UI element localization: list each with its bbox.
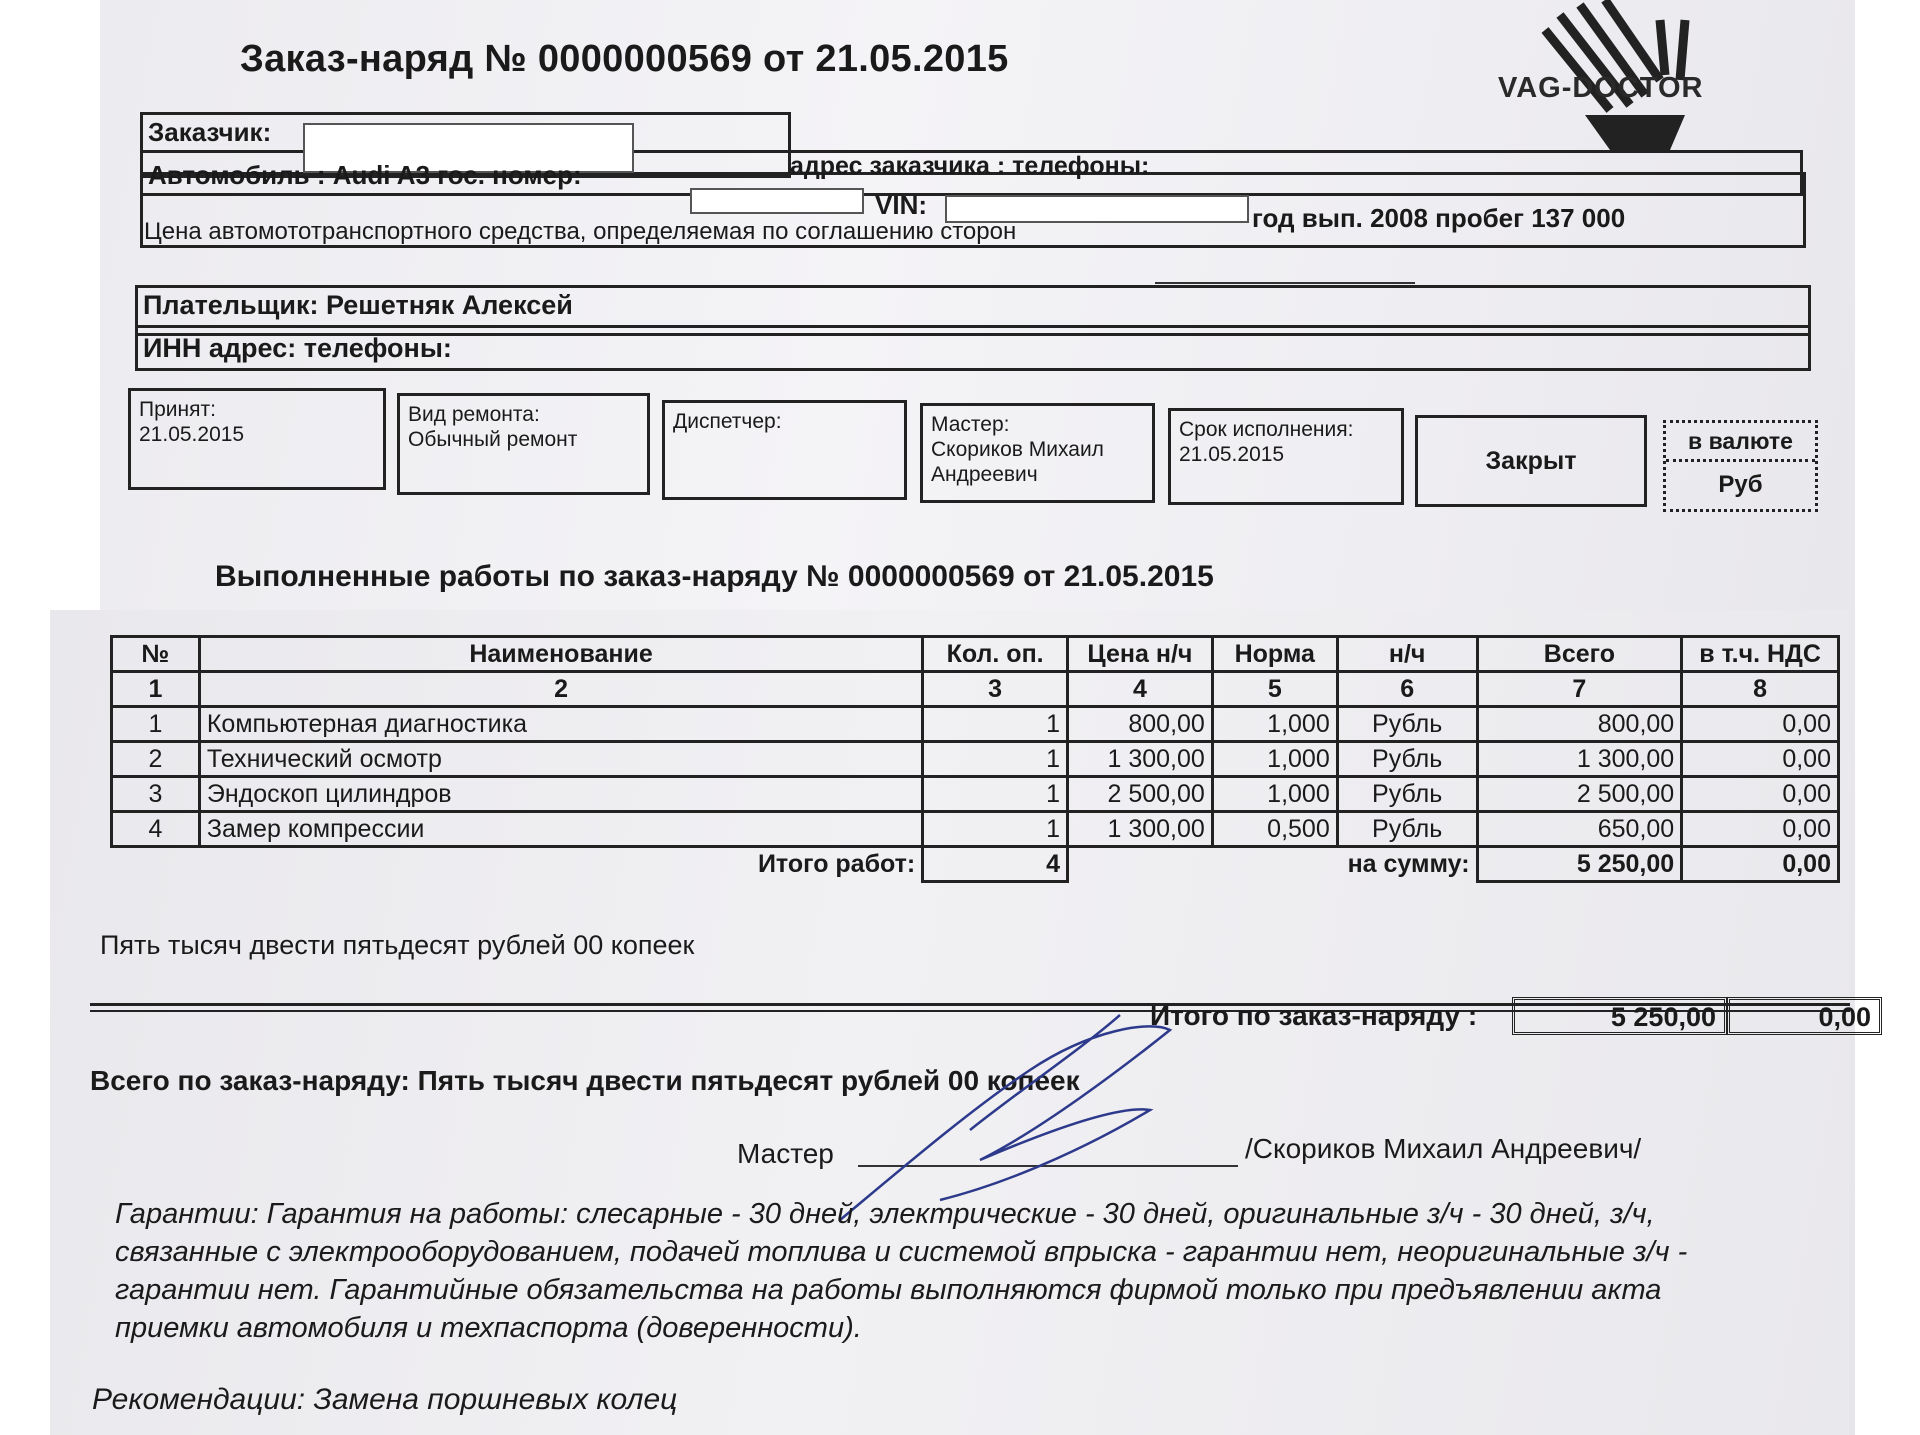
payer-inn-line: ИНН адрес: телефоны: — [143, 333, 452, 363]
table-total-row — [112, 847, 1839, 882]
logo-text: VAG-DOCTOR — [1498, 72, 1704, 104]
works-section-title: Выполненные работы по заказ-наряду № 0000000569 от 21.05.2015 — [215, 560, 1214, 593]
accepted-box — [128, 388, 386, 490]
master-box — [920, 403, 1155, 503]
col-number: 3 — [923, 672, 1068, 707]
deadline-label: Срок исполнения: — [1179, 418, 1354, 441]
order-total-vat: 0,00 — [1727, 997, 1882, 1035]
sum-label: на сумму: — [1347, 850, 1470, 879]
accepted-date: 21.05.2015 — [139, 423, 245, 446]
col-header: Наименование — [199, 637, 922, 672]
col-number: 4 — [1068, 672, 1213, 707]
col-header: н/ч — [1337, 637, 1477, 672]
dispatcher-box — [662, 400, 907, 500]
col-header: Всего — [1477, 637, 1682, 672]
deadline-box — [1168, 408, 1404, 505]
col-header: в т.ч. НДС — [1682, 637, 1839, 672]
status-box — [1415, 415, 1647, 507]
recommendations: Рекомендации: Замена поршневых колец — [92, 1383, 678, 1416]
master-signature-label: Мастер — [737, 1138, 834, 1169]
status-value: Закрыт — [1485, 446, 1577, 475]
col-header: Кол. оп. — [923, 637, 1068, 672]
works-table — [110, 635, 1840, 883]
vin-label: VIN: — [875, 190, 927, 220]
master-signature-name: /Скориков Михаил Андреевич/ — [1245, 1133, 1642, 1164]
currency-label: в валюте — [1666, 423, 1815, 462]
order-total-label: Итого по заказ-наряду : — [1150, 1000, 1478, 1031]
price-note: Цена автомототранспортного средства, определяемая по соглашению сторон — [144, 218, 1017, 245]
payer-line: Плательщик: Решетняк Алексей — [143, 290, 573, 320]
sum-vat: 0,00 — [1682, 847, 1839, 882]
grand-total-line: Всего по заказ-наряду: Пять тысяч двести пятьдесят рублей 00 копеек — [90, 1065, 1080, 1096]
table-row: 1 Компьютерная диагностика 1 800,00 1,000 Рубль 800,00 0,00 — [112, 707, 1839, 742]
repair-type-value: Обычный ремонт — [408, 428, 578, 451]
table-row: 4 Замер компрессии 1 1 300,00 0,500 Рубль 650,00 0,00 — [112, 812, 1839, 847]
accepted-label: Принят: — [139, 398, 216, 421]
total-works-value: 4 — [923, 847, 1068, 882]
table-row: 2 Технический осмотр 1 1 300,00 1,000 Рубль 1 300,00 0,00 — [112, 742, 1839, 777]
col-number: 5 — [1212, 672, 1337, 707]
customer-label: Заказчик: — [148, 117, 272, 147]
table-header-row — [112, 637, 1839, 672]
col-number: 8 — [1682, 672, 1839, 707]
document-title: Заказ-наряд № 0000000569 от 21.05.2015 — [240, 38, 1009, 80]
col-number: 7 — [1477, 672, 1682, 707]
col-header: Норма — [1212, 637, 1337, 672]
master-box-label: Мастер: — [931, 413, 1010, 436]
order-total-value: 5 250,00 — [1512, 997, 1727, 1035]
table-colnum-row — [112, 672, 1839, 707]
col-header: Цена н/ч — [1068, 637, 1213, 672]
col-number: 2 — [199, 672, 922, 707]
car-label: Автомобиль : Audi A3 гос. номер: — [148, 160, 582, 190]
total-works-label: Итого работ: — [757, 850, 916, 879]
deadline-value: 21.05.2015 — [1179, 443, 1285, 466]
plate-redacted — [690, 188, 864, 214]
master-box-name: Скориков Михаил Андреевич — [931, 438, 1104, 486]
repair-type-box — [397, 393, 650, 495]
dispatcher-label: Диспетчер: — [673, 410, 782, 433]
col-number: 1 — [112, 672, 200, 707]
col-header: № — [112, 637, 200, 672]
table-row: 3 Эндоскоп цилиндров 1 2 500,00 1,000 Рубль 2 500,00 0,00 — [112, 777, 1839, 812]
sum-value: 5 250,00 — [1477, 847, 1682, 882]
amount-in-words: Пять тысяч двести пятьдесят рублей 00 копеек — [100, 930, 695, 960]
currency-value: Руб — [1718, 471, 1763, 498]
repair-type-label: Вид ремонта: — [408, 403, 540, 426]
year-mileage: год вып. 2008 пробег 137 000 — [1252, 203, 1626, 233]
currency-box — [1663, 420, 1818, 512]
col-number: 6 — [1337, 672, 1477, 707]
price-blank-line — [1155, 282, 1415, 284]
warranty-text: Гарантии: Гарантия на работы: слесарные - 30 дней, электрические - 30 дней, оригинальные з/ч - 30 дней, з/ч, связанные с электрооборудованием, подачей топлива и системой впрыска - гарантии нет, неоригинальные з/ч - гарантии нет. Гарантийные обязательства на работы выполняются фирмой только при предъявлении акта приемки автомобиля и техпаспорта (доверенности). — [115, 1198, 1688, 1344]
customer-address-label: адрес заказчика : телефоны: — [790, 152, 1150, 180]
